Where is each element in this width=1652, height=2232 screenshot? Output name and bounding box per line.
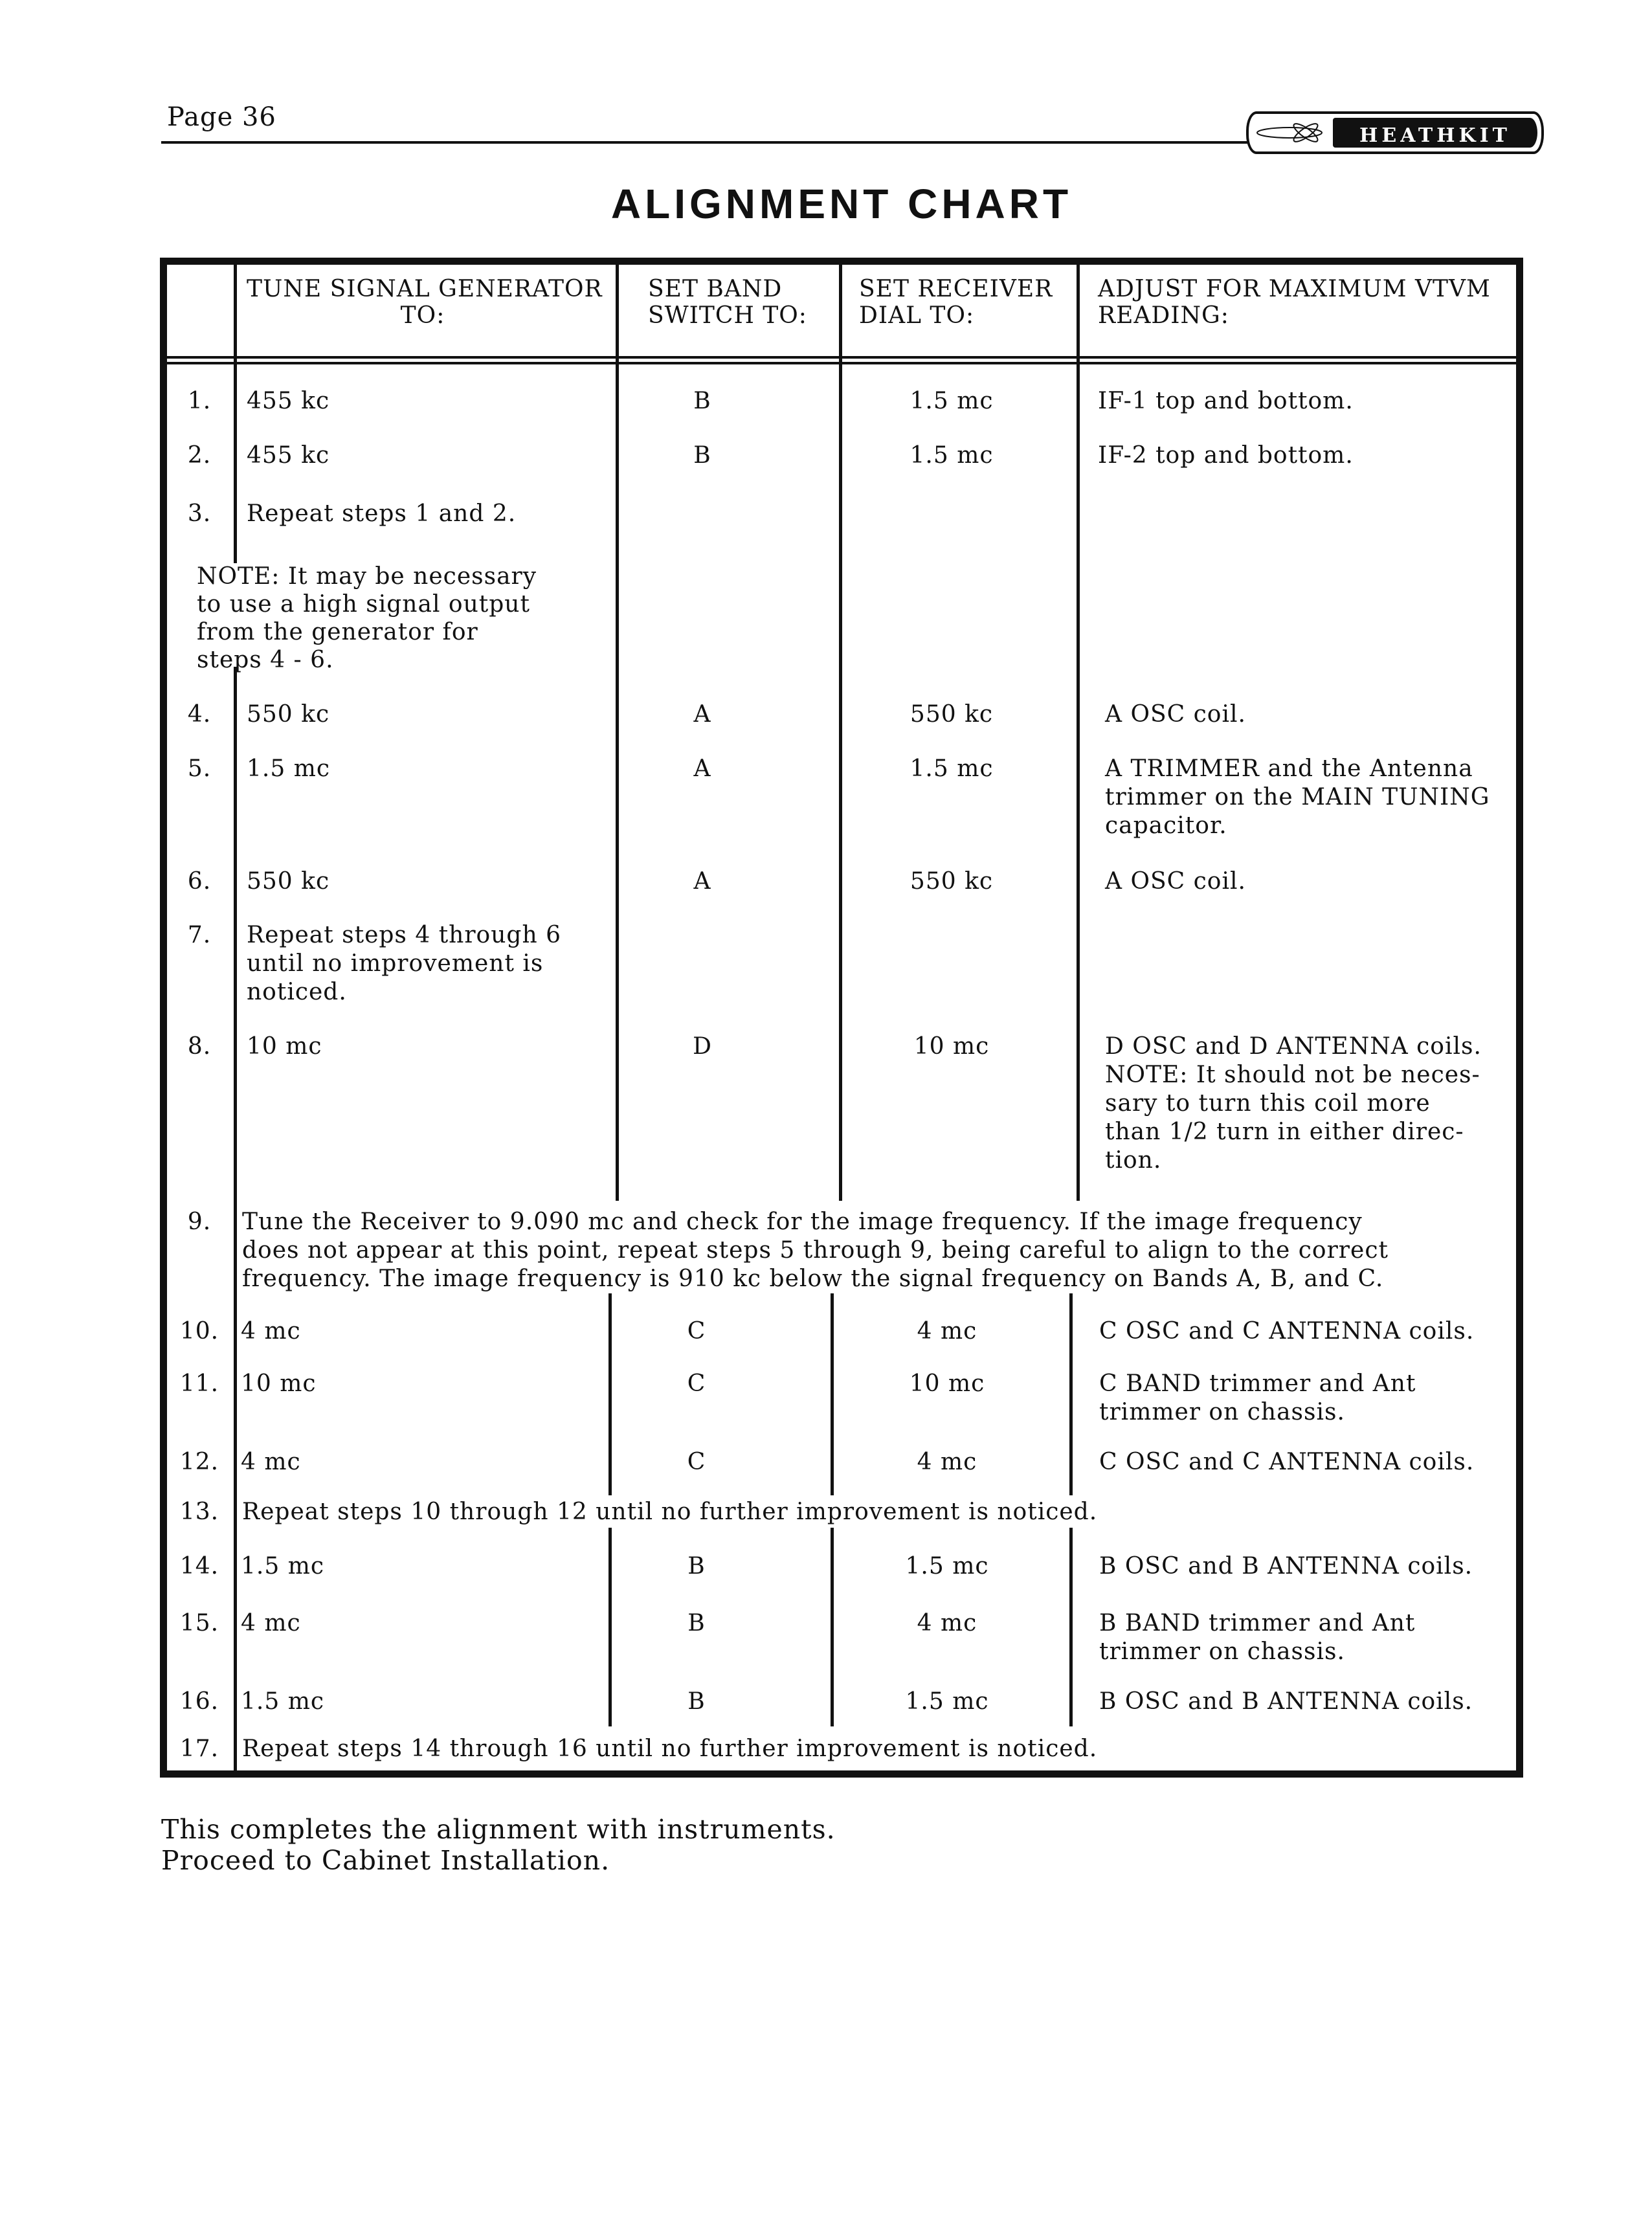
generator-setting: until no improvement is — [247, 950, 544, 977]
generator-setting: 10 mc — [241, 1370, 317, 1397]
step-instruction-line: Repeat steps 10 through 12 until no further improvement is noticed. — [242, 1499, 1098, 1525]
generator-setting: noticed. — [247, 979, 347, 1005]
generator-setting: 4 mc — [241, 1449, 301, 1475]
band-setting: B — [693, 388, 711, 414]
band-setting: A — [693, 868, 711, 895]
adjustment-line: tion. — [1105, 1147, 1162, 1174]
step-number: 3. — [187, 500, 212, 527]
header-col2-line2: SWITCH TO: — [648, 302, 807, 329]
band-setting: A — [693, 755, 711, 782]
band-setting: C — [687, 1449, 706, 1475]
column-divider — [608, 1293, 612, 1495]
column-divider — [831, 1528, 834, 1726]
step-number: 6. — [187, 868, 212, 895]
band-setting: C — [687, 1318, 706, 1345]
adjustment-line: B OSC and B ANTENNA coils. — [1099, 1553, 1473, 1579]
footer-line-1: This completes the alignment with instruments. — [161, 1814, 836, 1845]
adjustment-line: IF-2 top and bottom. — [1098, 442, 1354, 469]
dial-setting: 4 mc — [917, 1318, 977, 1345]
step-number: 16. — [179, 1688, 219, 1715]
step-instruction-line: frequency. The image frequency is 910 kc below the signal frequency on Bands A, B, and C. — [242, 1266, 1384, 1292]
dial-setting: 4 mc — [917, 1449, 977, 1475]
dial-setting: 1.5 mc — [910, 388, 994, 414]
header-col4-line1: ADJUST FOR MAXIMUM VTVM — [1098, 276, 1491, 302]
column-divider — [1069, 1293, 1073, 1495]
footer-line-2: Proceed to Cabinet Installation. — [161, 1845, 610, 1876]
band-setting: B — [687, 1610, 706, 1636]
band-setting: C — [687, 1370, 706, 1397]
column-divider — [234, 667, 237, 1774]
atom-icon — [1254, 118, 1332, 148]
column-divider — [616, 262, 619, 1201]
generator-setting: 1.5 mc — [241, 1553, 324, 1579]
dial-setting: 550 kc — [910, 701, 994, 728]
band-setting: B — [693, 442, 711, 469]
column-divider — [1077, 262, 1080, 1201]
header-col4-line2: READING: — [1098, 302, 1229, 329]
column-divider — [839, 262, 842, 1201]
column-divider — [831, 1293, 834, 1495]
column-divider — [1069, 1528, 1073, 1726]
adjustment-line: capacitor. — [1105, 812, 1227, 839]
generator-setting: 4 mc — [241, 1610, 301, 1636]
adjustment-line: A OSC coil. — [1105, 701, 1246, 728]
logo-wordmark: HEATHKIT — [1359, 124, 1511, 147]
adjustment-line: B BAND trimmer and Ant — [1099, 1610, 1416, 1636]
adjustment-line: D OSC and D ANTENNA coils. — [1105, 1033, 1482, 1060]
note-line: NOTE: It may be necessary — [197, 563, 537, 590]
step-number: 9. — [187, 1209, 212, 1235]
step-number: 17. — [179, 1735, 219, 1762]
step-number: 15. — [179, 1610, 219, 1636]
generator-setting: 1.5 mc — [247, 755, 330, 782]
dial-setting: 1.5 mc — [910, 755, 994, 782]
dial-setting: 1.5 mc — [910, 442, 994, 469]
step-number: 10. — [179, 1318, 219, 1345]
adjustment-line: than 1/2 turn in either direc- — [1105, 1119, 1464, 1145]
adjustment-line: A TRIMMER and the Antenna — [1105, 755, 1473, 782]
step-number: 1. — [187, 388, 212, 414]
generator-setting: 550 kc — [247, 868, 330, 895]
generator-setting: 550 kc — [247, 701, 330, 728]
dial-setting: 1.5 mc — [905, 1553, 989, 1579]
dial-setting: 4 mc — [917, 1610, 977, 1636]
header-col3-line1: SET RECEIVER — [859, 276, 1053, 302]
adjustment-line: A OSC coil. — [1105, 868, 1246, 895]
step-number: 12. — [179, 1449, 219, 1475]
band-setting: B — [687, 1688, 706, 1715]
step-number: 14. — [179, 1553, 219, 1579]
column-divider — [608, 1528, 612, 1726]
dial-setting: 1.5 mc — [905, 1688, 989, 1715]
adjustment-line: NOTE: It should not be neces- — [1105, 1062, 1480, 1088]
adjustment-line: trimmer on the MAIN TUNING — [1105, 784, 1490, 810]
heathkit-logo — [1246, 111, 1544, 154]
adjustment-line: C OSC and C ANTENNA coils. — [1099, 1449, 1475, 1475]
step-number: 7. — [187, 922, 212, 948]
header-col1-line2: TO: — [400, 302, 445, 329]
band-setting: B — [687, 1553, 706, 1579]
header-divider-2 — [167, 362, 1520, 364]
step-instruction-line: Repeat steps 14 through 16 until no further improvement is noticed. — [242, 1735, 1098, 1762]
band-setting: D — [693, 1033, 712, 1060]
header-rule — [161, 141, 1255, 144]
note-line: steps 4 - 6. — [197, 647, 334, 673]
adjustment-line: trimmer on chassis. — [1099, 1399, 1345, 1425]
note-line: from the generator for — [197, 619, 478, 645]
adjustment-line: C BAND trimmer and Ant — [1099, 1370, 1416, 1397]
page-number: Page 36 — [167, 102, 276, 132]
dial-setting: 550 kc — [910, 868, 994, 895]
header-col3-line2: DIAL TO: — [859, 302, 975, 329]
header-col2-line1: SET BAND — [648, 276, 783, 302]
adjustment-line: trimmer on chassis. — [1099, 1638, 1345, 1665]
generator-setting: 4 mc — [241, 1318, 301, 1345]
adjustment-line: sary to turn this coil more — [1105, 1090, 1431, 1117]
header-col1-line1: TUNE SIGNAL GENERATOR — [247, 276, 603, 302]
column-divider — [234, 262, 237, 563]
generator-setting: 1.5 mc — [241, 1688, 324, 1715]
step-number: 5. — [187, 755, 212, 782]
adjustment-line: C OSC and C ANTENNA coils. — [1099, 1318, 1475, 1345]
adjustment-line: B OSC and B ANTENNA coils. — [1099, 1688, 1473, 1715]
dial-setting: 10 mc — [909, 1370, 985, 1397]
generator-setting: 10 mc — [247, 1033, 322, 1060]
step-number: 4. — [187, 701, 212, 728]
adjustment-line: IF-1 top and bottom. — [1098, 388, 1354, 414]
step-number: 13. — [179, 1499, 219, 1525]
generator-setting: 455 kc — [247, 388, 330, 414]
step-number: 11. — [179, 1370, 219, 1397]
note-line: to use a high signal output — [197, 591, 530, 618]
generator-setting: 455 kc — [247, 442, 330, 469]
dial-setting: 10 mc — [913, 1033, 990, 1060]
header-divider — [167, 356, 1520, 359]
step-instruction-line: Tune the Receiver to 9.090 mc and check for the image frequency. If the image frequency — [242, 1209, 1363, 1235]
band-setting: A — [693, 701, 711, 728]
generator-setting: Repeat steps 4 through 6 — [247, 922, 561, 948]
step-instruction-line: does not appear at this point, repeat steps 5 through 9, being careful to align to the correct — [242, 1237, 1389, 1264]
generator-setting: Repeat steps 1 and 2. — [247, 500, 517, 527]
step-number: 2. — [187, 442, 212, 469]
step-number: 8. — [187, 1033, 212, 1060]
page-title: ALIGNMENT CHART — [610, 181, 1073, 227]
